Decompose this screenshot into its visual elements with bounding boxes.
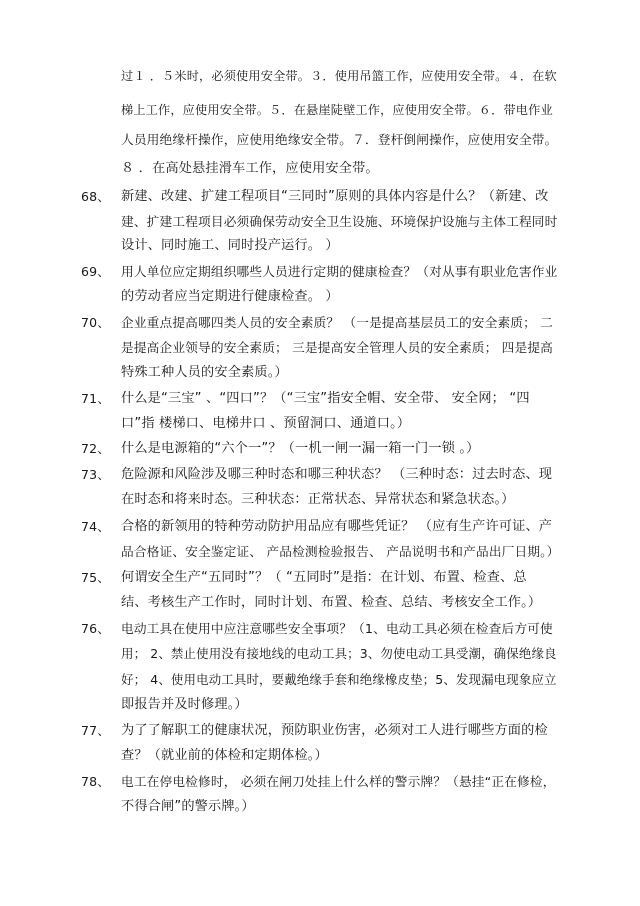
answer-line: 不得合闸”的警示牌。） [121,799,255,814]
question-line: 电动工具在使用中应注意哪些安全事项？（1、电动工具必须在检查后方可使 [121,621,553,636]
question-line: 新建、改建、扩建工程项目“三同时”原则的具体内容是什么？（新建、改 [121,189,549,204]
item-number: 73、 [81,467,110,482]
question-line: 什么是电源箱的“六个一”？（一机一闸一漏一箱一门一锁 。） [121,441,480,456]
answer-line: 建、扩建工程项目必须确保劳动安全卫生设施、环境保护设施与主体工程同时 [121,214,558,229]
item-number: 76、 [81,621,110,636]
question-line: 企业重点提高哪四类人员的安全素质？ （一是提高基层员工的安全素质； 二 [121,315,554,330]
answer-line: 设计、同时施工、同时投产运行。 ） [121,238,339,253]
item-number: 75、 [81,570,110,585]
question-line: 危险源和风险涉及哪三种时态和哪三种状态？ （三种时态：过去时态、现 [121,467,553,482]
text-line: ８ ．在高处悬挂滑车工作，应使用安全带。 [121,161,379,176]
question-line: 电工在停电检修时， 必须在闸刀处挂上什么样的警示牌？（悬挂“正在修检， [121,774,556,789]
question-line: 什么是“三宝” 、“四口”？（“三宝”指安全帽、安全带、 安全网； “四 [121,391,530,406]
answer-line: 用； 2、禁止使用没有接地线的电动工具；3、勿使电动工具受潮，确保绝缘良 [121,646,557,661]
answer-line: 的劳动者应当定期进行健康检查。 ） [121,289,339,304]
question-line: 用人单位应定期组织哪些人员进行定期的健康检查？（对从事有职业危害作业 [121,264,558,279]
item-number: 72、 [81,441,110,456]
answer-line: 查？（就业前的体检和定期体检。） [121,748,328,763]
item-number: 69、 [81,264,110,279]
item-number: 77、 [81,723,110,738]
item-number: 70、 [81,315,110,330]
answer-line: 即报告并及时修理。） [121,697,248,712]
answer-line: 品合格证、安全鉴定证、 产品检测检验报告、 产品说明书和产品出厂日期。） [121,544,560,559]
answer-line: 特殊工种人员的安全素质。） [121,365,288,380]
text-line: 人员用绝缘杆操作，应使用绝缘安全带。７．登杆倒闸操作，应使用安全带。 [121,132,558,147]
answer-line: 在时态和将来时态。三种状态：正常状态、异常状态和紧急状态。） [121,492,515,507]
item-number: 78、 [81,774,110,789]
question-line: 合格的新领用的特种劳动防护用品应有哪些凭证？ （应有生产许可证、产 [121,519,553,534]
answer-line: 结、考核生产工作时，同时计划、布置、检查、总结、考核安全工作。） [121,595,542,610]
answer-line: 好； 4、使用电动工具时，要戴绝缘手套和绝缘橡皮垫；5、发现漏电现象应立 [121,672,557,687]
answer-line: 口”指 楼梯口、电梯井口 、预留洞口、通道口。） [121,416,411,431]
item-number: 68、 [81,189,110,204]
text-line: 过１ ．５米时，必须使用安全带。３．使用吊篮工作，应使用安全带。４．在软 [121,69,557,83]
answer-line: 是提高企业领导的安全素质； 三是提高安全管理人员的安全素质； 四是提高 [121,340,554,355]
text-line: 梯上工作，应使用安全带。５．在悬崖陡壁工作，应使用安全带。６．带电作业 [121,103,553,117]
item-number: 71、 [81,391,110,406]
question-line: 何谓安全生产“五同时”？（ “五同时”是指：在计划、布置、检查、总 [121,570,527,585]
item-number: 74、 [81,519,110,534]
question-line: 为了了解职工的健康状况，预防职业伤害，必须对工人进行哪些方面的检 [121,723,548,738]
